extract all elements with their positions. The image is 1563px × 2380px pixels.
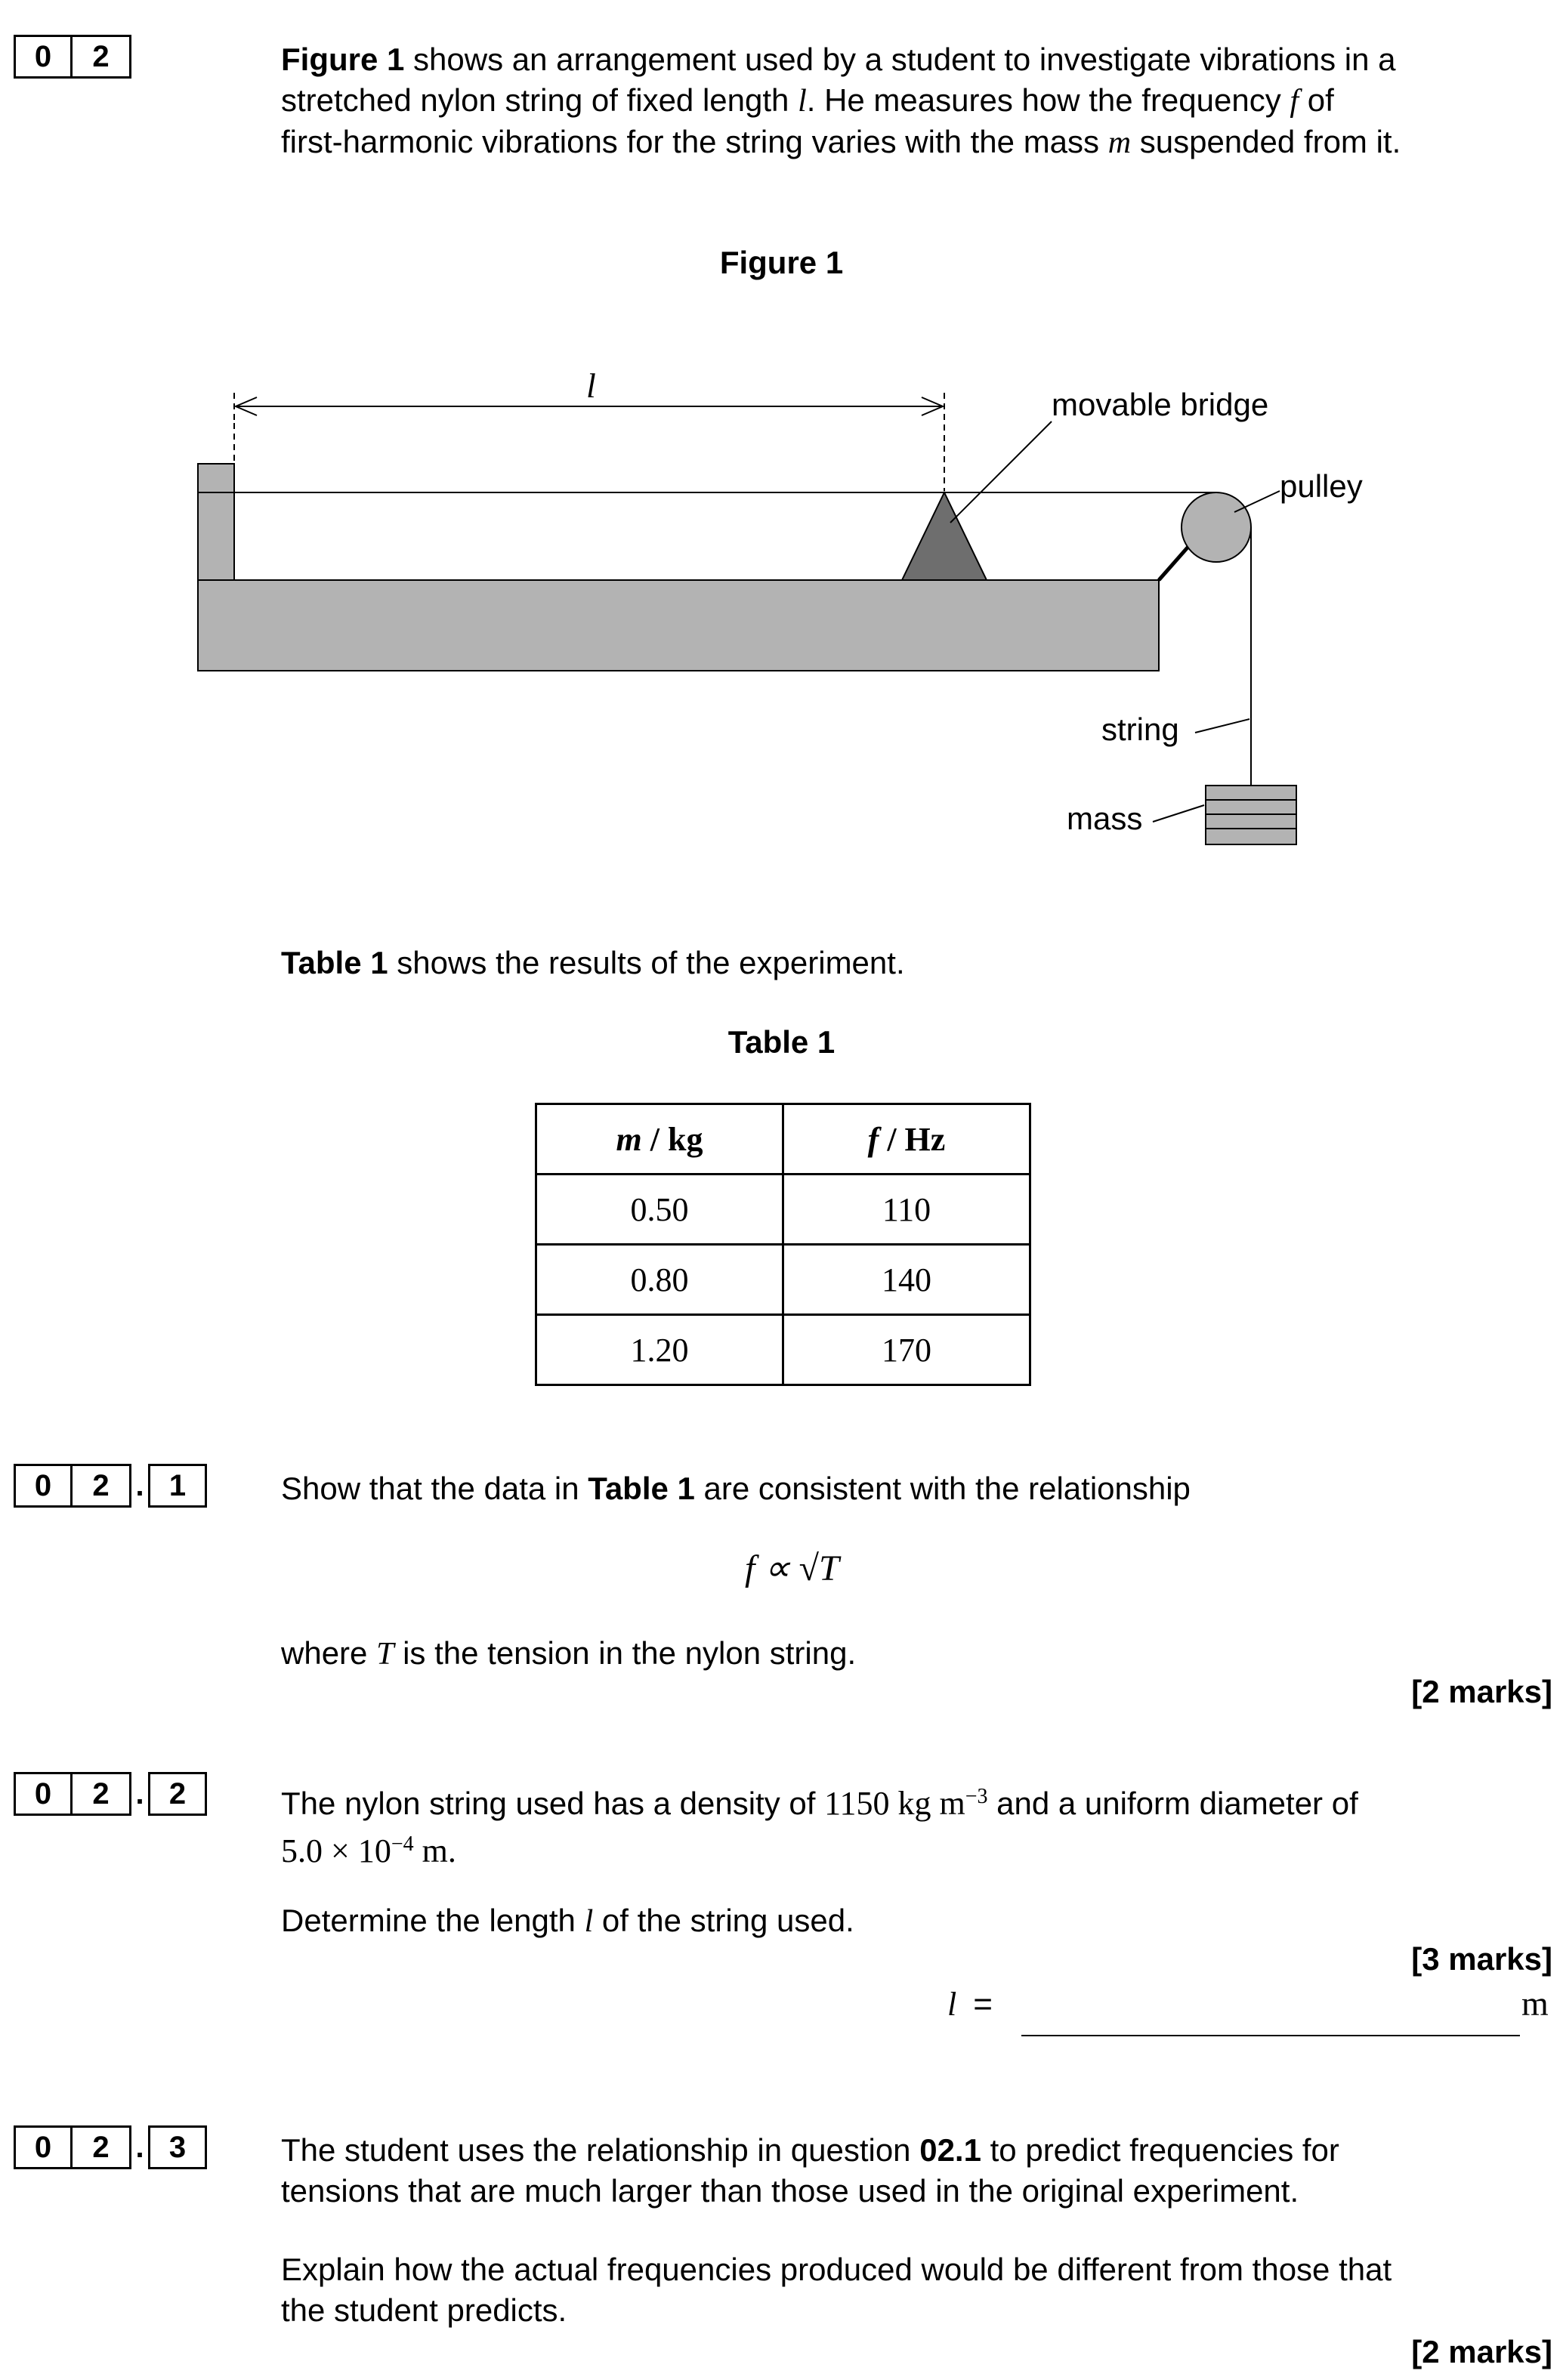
part-text: Explain how the actual frequencies produced would be different from those that (281, 2252, 1392, 2287)
answer-unit: m (1521, 1984, 1549, 2023)
part-text: of the string used. (593, 1903, 854, 1938)
diameter-exponent: −4 (391, 1832, 414, 1856)
part-text: where (281, 1635, 377, 1671)
part-text: the student predicts. (281, 2292, 567, 2328)
figure-title: Figure 1 (719, 245, 844, 280)
table-intro (281, 943, 905, 983)
end-clamp (198, 464, 234, 580)
part-02-3-explain (281, 2249, 1535, 2331)
table-ref: Table 1 (281, 945, 388, 980)
label-movable-bridge: movable bridge (1052, 387, 1269, 422)
bench (198, 580, 1159, 671)
pulley (1182, 492, 1251, 562)
part-number-box-02-3: 0 2 . 3 (14, 2125, 207, 2169)
results-table (535, 1103, 1031, 1386)
part-digit: 2 (73, 1464, 131, 1508)
part-digit: 3 (148, 2125, 207, 2169)
leader-pulley (1234, 491, 1280, 512)
answer-equals: = (973, 1986, 993, 2023)
part-text: to predict frequencies for (981, 2132, 1339, 2168)
label-mass: mass (1067, 801, 1143, 836)
density-value: 1150 kg m (824, 1785, 965, 1822)
symbol-f: f (1290, 84, 1299, 119)
part-02-1-text (281, 1468, 1191, 1509)
answer-symbol: l (947, 1986, 957, 2023)
table-title: Table 1 (727, 1024, 836, 1060)
symbol-t: T (376, 1637, 394, 1672)
header-frequency (783, 1104, 1030, 1175)
leader-mass (1153, 805, 1204, 822)
part-digit: 1 (148, 1464, 207, 1508)
intro-text: of (1299, 82, 1334, 118)
table-row (536, 1315, 1030, 1385)
leader-bridge (950, 421, 1052, 523)
question-digit: 2 (73, 35, 131, 79)
answer-field[interactable] (1021, 2035, 1520, 2036)
part-text: The nylon string used has a density of (281, 1786, 825, 1821)
table-cell: 0.50 (536, 1175, 783, 1245)
header-sym: f (867, 1120, 879, 1158)
part-text: Show that the data in (281, 1471, 588, 1506)
symbol-l: l (584, 1904, 594, 1939)
table-cell: 170 (783, 1315, 1030, 1385)
question-digit: 0 (14, 35, 73, 79)
label-pulley: pulley (1280, 468, 1363, 504)
symbol-m: m (1107, 125, 1132, 160)
part-digit: 0 (14, 1772, 73, 1816)
table-header-row (536, 1104, 1030, 1175)
part-text: The student uses the relationship in question (281, 2132, 920, 2168)
intro-text: first-harmonic vibrations for the string varies with the mass (281, 124, 1108, 159)
density-exponent: −3 (965, 1785, 988, 1808)
table-cell: 110 (783, 1175, 1030, 1245)
part-digit: 0 (14, 2125, 73, 2169)
symbol-l: l (798, 84, 807, 119)
header-mass (536, 1104, 783, 1175)
intro-text: suspended from it. (1131, 124, 1401, 159)
table-ref: Table 1 (588, 1471, 695, 1506)
intro-text: . He measures how the frequency (806, 82, 1290, 118)
table-row (536, 1175, 1030, 1245)
apparatus-diagram (0, 0, 1563, 906)
part-text: tensions that are much larger than those used in the original experiment. (281, 2173, 1299, 2209)
part-02-3-text (281, 2130, 1535, 2212)
header-sym: m (616, 1120, 642, 1158)
answer-label (947, 1985, 993, 2023)
part-number-box-02-1: 0 2 . 1 (14, 1464, 207, 1508)
pulley-support (1159, 542, 1192, 580)
part-number-box-02-2: 0 2 . 2 (14, 1772, 207, 1816)
diameter-unit: m. (413, 1832, 456, 1869)
length-label: l (586, 366, 596, 405)
label-string: string (1101, 712, 1179, 747)
figure-ref: Figure 1 (281, 42, 405, 77)
part-digit: 2 (148, 1772, 207, 1816)
movable-bridge (902, 492, 987, 580)
part-digit: 2 (73, 2125, 131, 2169)
part-digit: 2 (73, 1772, 131, 1816)
table-cell: 140 (783, 1245, 1030, 1315)
question-ref: 02.1 (919, 2132, 981, 2168)
marks-02-2: [3 marks] (1411, 1941, 1552, 1977)
part-02-2-text (281, 1777, 1535, 1872)
leader-string (1195, 719, 1249, 733)
intro-text: shows an arrangement used by a student to investigate vibrations in a (404, 42, 1396, 77)
table-cell: 0.80 (536, 1245, 783, 1315)
part-text: is the tension in the nylon string. (394, 1635, 857, 1671)
marks-02-3: [2 marks] (1411, 2334, 1552, 2369)
table-cell: 1.20 (536, 1315, 783, 1385)
mass-stack (1206, 786, 1296, 844)
table-row (536, 1245, 1030, 1315)
marks-02-1: [2 marks] (1411, 1674, 1552, 1709)
header-unit: / Hz (879, 1120, 946, 1158)
part-digit: 0 (14, 1464, 73, 1508)
table-intro-text: shows the results of the experiment. (388, 945, 905, 980)
diameter-value: 5.0 × 10 (281, 1832, 391, 1869)
part-text: are consistent with the relationship (694, 1471, 1191, 1506)
header-unit: / kg (641, 1120, 703, 1158)
proportionality-equation: f ∝ √T (745, 1548, 839, 1588)
part-02-1-where (281, 1633, 856, 1675)
part-text: Determine the length (281, 1903, 585, 1938)
part-text: and a uniform diameter of (987, 1786, 1358, 1821)
intro-text: stretched nylon string of fixed length (281, 82, 798, 118)
part-02-2-task (281, 1900, 854, 1942)
